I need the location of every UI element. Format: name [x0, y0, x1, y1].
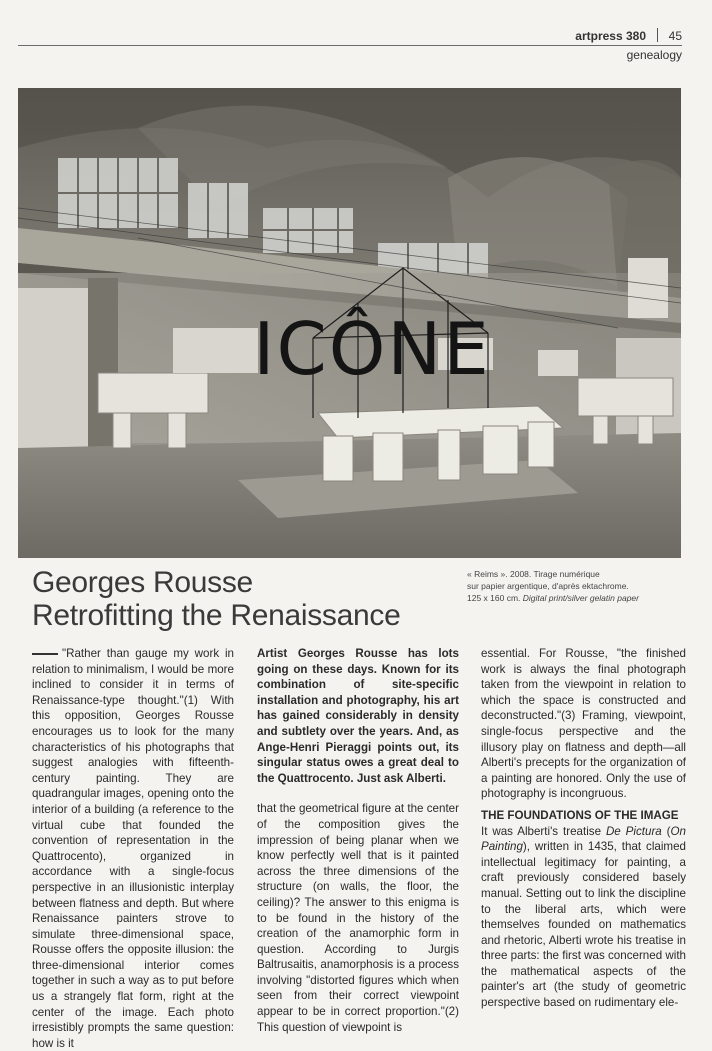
page-number: 45: [668, 29, 682, 43]
lead-paragraph: Artist Georges Rousse has lots going on these days. Known for its combination of site-specific installation and photography, his art has gained considerably in density and subtlety over the years. And, as Ange-Henri Pieraggi points out, its singular status owes a great deal to the Quattrocento. Just ask Alberti.: [257, 647, 459, 785]
opening-dash: [32, 653, 58, 655]
column-1: [32, 646, 234, 1051]
column-3-paragraph-2: [481, 824, 686, 1011]
page-header: [18, 26, 682, 60]
column-2: [257, 646, 459, 1035]
section-label: genealogy: [626, 48, 682, 62]
treatise-title: De Pictura: [605, 824, 662, 838]
article-title: [32, 566, 452, 632]
text-run: (: [661, 824, 671, 838]
title-line-2: Retrofitting the Renaissance: [32, 599, 401, 632]
column-1-text: "Rather than gauge my work in relation to minimalism, I would be more inclined to consider it in terms of Renaissance-type thought."(1) With this opposition, Georges Rousse encourages us to look for the many characteristics of his photographs that suggest analogies with fifteenth-century painting. They are quadrangular images, opening onto the interior of a building (a reference to the virtual cube that founded the convention of representation in the Quattrocento), organized in accordance with a single-focus perspective in an illusionistic interplay between flatness and depth. But where Renaissance painters strove to simulate three-dimensional space, Rousse offers the opposite illusion: the three-dimensional interior comes together in such a way as to put before us a strangely flat form, right at the center of the image. Each photo irresistibly prompts the same question: how is it: [32, 647, 234, 1050]
caption-line-2: sur papier argentique, d'après ektachrome.: [467, 581, 629, 591]
column-2-text: that the geometrical figure at the center of the composition gives the impression of being planar when we know perfectly well that is it painted across the three dimensions of the structure (on walls, the floor, the ceiling)? The answer to this enigma is to be found in the history of the creation of the anamorphic form in question. According to Jurgis Baltrusaitis, anamorphosis is a process involving "distorted figures which when seen from their correct viewpoint appear to be in correct proportion."(2) This question of viewpoint is: [257, 802, 459, 1034]
caption-line-3: [467, 592, 687, 604]
treatise-title-english: On Painting: [481, 824, 686, 854]
section-subheading: THE FOUNDATIONS OF THE IMAGE: [481, 808, 679, 822]
text-run: It was Alberti's treatise: [481, 824, 606, 838]
header-divider: [657, 28, 658, 42]
column-3: [481, 646, 686, 1011]
photo-caption: [467, 568, 687, 604]
caption-size: 125 x 160 cm.: [467, 593, 521, 603]
icone-overlay-word: ICÔNE: [253, 307, 491, 391]
caption-medium: Digital print/silver gelatin paper: [522, 593, 639, 603]
column-3-text: essential. For Rousse, "the finished work is always the final photograph taken from the viewpoint in relation to which the space is constructed and deconstructed."(3) Framing, viewpoint, single-focus perspective and the illusory play on flatness and depth—all Alberti's precepts for the organization of a painting are honored. Only the use of photography is incongruous.: [481, 647, 686, 801]
header-rule: [18, 45, 682, 46]
caption-line-1: « Reims ». 2008. Tirage numérique: [467, 569, 600, 579]
text-run: ), written in 1435, that claimed intellectual legitimacy for painting, a craft previously considered basely manual. Setting out to link the discipline to the liberal arts, which were themselves founded on mathematics and rhetoric, Alberti wrote his treatise in three parts: the first was concerned with the mathematical aspects of the painter's art (the study of geometric perspective based on rudimentary ele-: [481, 840, 686, 1010]
magazine-name: artpress 380: [575, 29, 646, 43]
title-line-1: Georges Rousse: [32, 566, 253, 599]
artwork-photo: [18, 88, 681, 558]
